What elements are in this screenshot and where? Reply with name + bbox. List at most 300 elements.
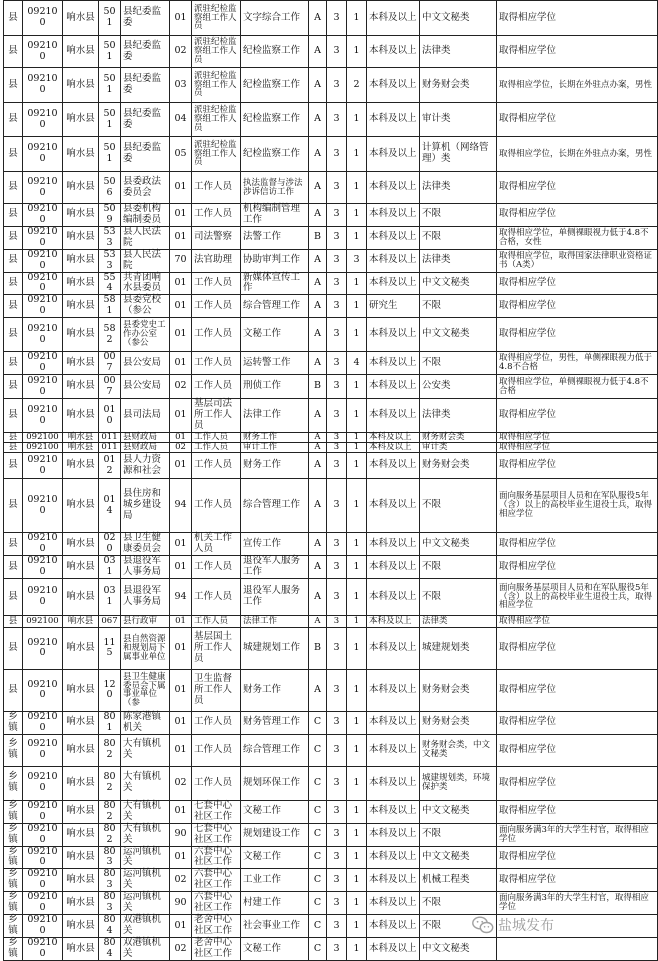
cell-unit: 县卫生健康委员会 xyxy=(121,533,170,556)
table-row xyxy=(4,318,658,352)
cell-code: 092100 xyxy=(23,103,63,137)
cell-major: 财务财会类，中文文秘类 xyxy=(420,734,497,766)
table-row xyxy=(4,226,658,249)
cell-duty: 综合管理工作 xyxy=(241,734,309,766)
cell-education: 本科及以上 xyxy=(367,615,420,627)
cell-code: 092100 xyxy=(23,249,63,272)
cell-duty: 纪检监察工作 xyxy=(241,137,309,172)
cell-unit-code: 007 xyxy=(99,375,121,399)
table-row xyxy=(4,68,658,103)
cell-other: 面向服务基层项目人员和在军队服役5年（含）以上的高校毕业生退役士兵，取得相应学位 xyxy=(497,479,658,533)
cell-unit: 县司法局 xyxy=(121,399,170,433)
cell-ratio: 3 xyxy=(327,627,347,669)
cell-major: 财务财会类 xyxy=(420,453,497,479)
cell-major: 审计类 xyxy=(420,443,497,453)
table-row xyxy=(4,204,658,227)
cell-category: A xyxy=(309,137,327,172)
cell-count: 1 xyxy=(347,36,367,68)
cell-level: 乡镇 xyxy=(4,734,23,766)
cell-pos-name: 基层司法所工作人员 xyxy=(192,399,241,433)
cell-level: 乡镇 xyxy=(4,800,23,823)
cell-level: 县 xyxy=(4,103,23,137)
cell-other: 取得相应学位 xyxy=(497,318,658,352)
cell-duty: 财务工作 xyxy=(241,453,309,479)
table-row xyxy=(4,615,658,627)
cell-duty: 审计工作 xyxy=(241,443,309,453)
cell-unit-code: 010 xyxy=(99,399,121,433)
cell-unit-code: 803 xyxy=(99,846,121,869)
cell-level: 县 xyxy=(4,615,23,627)
cell-ratio: 3 xyxy=(327,443,347,453)
cell-major: 不限 xyxy=(420,204,497,227)
cell-education: 本科及以上 xyxy=(367,846,420,869)
cell-category: A xyxy=(309,1,327,36)
table-row xyxy=(4,734,658,766)
cell-education: 本科及以上 xyxy=(367,453,420,479)
cell-education: 本科及以上 xyxy=(367,800,420,823)
cell-count: 1 xyxy=(347,272,367,295)
cell-pos-code: 70 xyxy=(170,249,192,272)
cell-unit: 县人民法院 xyxy=(121,249,170,272)
cell-level: 县 xyxy=(4,272,23,295)
cell-pos-name: 工作人员 xyxy=(192,734,241,766)
cell-code: 092100 xyxy=(23,295,63,318)
cell-count: 1 xyxy=(347,226,367,249)
cell-pos-name: 工作人员 xyxy=(192,272,241,295)
cell-category: A xyxy=(309,352,327,375)
cell-pos-name: 六套中心社区工作 xyxy=(192,869,241,892)
cell-major: 计算机（网络管理）类 xyxy=(420,137,497,172)
cell-education: 本科及以上 xyxy=(367,68,420,103)
cell-unit-code: 020 xyxy=(99,533,121,556)
cell-major: 不限 xyxy=(420,823,497,846)
cell-unit-code: 007 xyxy=(99,352,121,375)
cell-count: 1 xyxy=(347,433,367,443)
cell-county: 响水县 xyxy=(63,295,99,318)
cell-pos-name: 工作人员 xyxy=(192,443,241,453)
cell-education: 本科及以上 xyxy=(367,823,420,846)
cell-unit: 县委党校（参公 xyxy=(121,295,170,318)
cell-ratio: 3 xyxy=(327,578,347,615)
cell-unit: 陈家港镇机关 xyxy=(121,711,170,734)
cell-unit-code: 031 xyxy=(99,578,121,615)
cell-duty: 运转警工作 xyxy=(241,352,309,375)
cell-county: 响水县 xyxy=(63,172,99,204)
cell-level: 县 xyxy=(4,669,23,711)
cell-unit-code: 533 xyxy=(99,249,121,272)
cell-unit: 县委机构编制委员 xyxy=(121,204,170,227)
cell-major: 法律类 xyxy=(420,249,497,272)
cell-unit-code: 802 xyxy=(99,800,121,823)
cell-code: 092100 xyxy=(23,766,63,800)
cell-level: 乡镇 xyxy=(4,892,23,915)
table-row xyxy=(4,453,658,479)
cell-education: 本科及以上 xyxy=(367,352,420,375)
cell-pos-name: 工作人员 xyxy=(192,172,241,204)
cell-level: 县 xyxy=(4,1,23,36)
cell-category: C xyxy=(309,938,327,961)
cell-category: B xyxy=(309,375,327,399)
cell-major: 法律类 xyxy=(420,36,497,68)
cell-other: 取得相应学位，长期在外驻点办案，男性 xyxy=(497,68,658,103)
cell-level: 县 xyxy=(4,352,23,375)
cell-county: 响水县 xyxy=(63,578,99,615)
cell-unit-code: 533 xyxy=(99,226,121,249)
cell-pos-code: 94 xyxy=(170,578,192,615)
cell-pos-code: 01 xyxy=(170,272,192,295)
cell-duty: 综合管理工作 xyxy=(241,479,309,533)
cell-county: 响水县 xyxy=(63,272,99,295)
cell-duty: 财务工作 xyxy=(241,433,309,443)
cell-category: A xyxy=(309,453,327,479)
cell-county: 响水县 xyxy=(63,103,99,137)
cell-duty: 文秘工作 xyxy=(241,846,309,869)
cell-major: 法律类 xyxy=(420,615,497,627)
cell-category: C xyxy=(309,823,327,846)
cell-duty: 文秘工作 xyxy=(241,938,309,961)
cell-code: 092100 xyxy=(23,479,63,533)
watermark xyxy=(472,915,554,935)
cell-pos-code: 94 xyxy=(170,479,192,533)
cell-count: 1 xyxy=(347,204,367,227)
cell-code: 092100 xyxy=(23,627,63,669)
cell-county: 响水县 xyxy=(63,36,99,68)
cell-ratio: 3 xyxy=(327,399,347,433)
watermark-text: 盐城发布 xyxy=(498,918,554,934)
cell-ratio: 3 xyxy=(327,766,347,800)
cell-ratio: 3 xyxy=(327,36,347,68)
cell-major: 中文文秘类 xyxy=(420,846,497,869)
cell-unit: 县卫生健康委员会下属事业单位（参 xyxy=(121,669,170,711)
cell-duty: 财务工作 xyxy=(241,669,309,711)
cell-pos-code: 01 xyxy=(170,399,192,433)
table-row xyxy=(4,172,658,204)
cell-pos-name: 派驻纪检监察组工作人员 xyxy=(192,137,241,172)
cell-education: 本科及以上 xyxy=(367,249,420,272)
cell-count: 1 xyxy=(347,846,367,869)
cell-pos-code: 01 xyxy=(170,204,192,227)
cell-duty: 工业工作 xyxy=(241,869,309,892)
cell-pos-name: 司法警察 xyxy=(192,226,241,249)
cell-other: 取得相应学位 xyxy=(497,36,658,68)
table-row xyxy=(4,892,658,915)
cell-other: 取得相应学位 xyxy=(497,627,658,669)
cell-education: 研究生 xyxy=(367,295,420,318)
table-row xyxy=(4,556,658,579)
cell-unit-code: 804 xyxy=(99,938,121,961)
cell-count: 1 xyxy=(347,615,367,627)
cell-unit: 运河镇机关 xyxy=(121,892,170,915)
cell-count: 1 xyxy=(347,443,367,453)
cell-category: C xyxy=(309,915,327,938)
cell-category: A xyxy=(309,249,327,272)
cell-county: 响水县 xyxy=(63,352,99,375)
cell-category: A xyxy=(309,172,327,204)
cell-level: 县 xyxy=(4,453,23,479)
cell-pos-code: 01 xyxy=(170,453,192,479)
cell-major: 中文文秘类 xyxy=(420,800,497,823)
cell-other: 面向服务满3年的大学生村官，取得相应学位 xyxy=(497,892,658,915)
cell-education: 本科及以上 xyxy=(367,204,420,227)
cell-unit-code: 501 xyxy=(99,68,121,103)
cell-duty: 法警工作 xyxy=(241,226,309,249)
cell-other: 面向服务基层项目人员和在军队服役5年（含）以上的高校毕业生退役士兵，取得相应学位 xyxy=(497,578,658,615)
cell-count: 3 xyxy=(347,249,367,272)
cell-unit: 大有镇机关 xyxy=(121,823,170,846)
cell-duty: 村建工作 xyxy=(241,892,309,915)
cell-unit: 县纪委监委 xyxy=(121,137,170,172)
cell-ratio: 3 xyxy=(327,915,347,938)
cell-pos-code: 90 xyxy=(170,823,192,846)
cell-code: 092100 xyxy=(23,734,63,766)
cell-category: A xyxy=(309,399,327,433)
table-row xyxy=(4,137,658,172)
cell-county: 响水县 xyxy=(63,823,99,846)
cell-code: 092100 xyxy=(23,915,63,938)
cell-level: 乡镇 xyxy=(4,823,23,846)
cell-unit-code: 031 xyxy=(99,556,121,579)
cell-ratio: 3 xyxy=(327,479,347,533)
cell-county: 响水县 xyxy=(63,318,99,352)
cell-pos-code: 01 xyxy=(170,433,192,443)
cell-education: 本科及以上 xyxy=(367,915,420,938)
cell-major: 不限 xyxy=(420,295,497,318)
cell-pos-name: 卫生监督所工作人员 xyxy=(192,669,241,711)
cell-unit-code: 115 xyxy=(99,627,121,669)
cell-duty: 宣传工作 xyxy=(241,533,309,556)
cell-other: 取得相应学位 xyxy=(497,869,658,892)
cell-unit-code: 802 xyxy=(99,734,121,766)
cell-other: 取得相应学位 xyxy=(497,615,658,627)
cell-ratio: 3 xyxy=(327,669,347,711)
cell-education: 本科及以上 xyxy=(367,443,420,453)
cell-duty: 规划环保工作 xyxy=(241,766,309,800)
cell-unit: 县人民法院 xyxy=(121,226,170,249)
cell-level: 县 xyxy=(4,578,23,615)
cell-pos-name: 工作人员 xyxy=(192,578,241,615)
cell-unit: 县纪委监委 xyxy=(121,36,170,68)
table-row xyxy=(4,443,658,453)
cell-count: 1 xyxy=(347,556,367,579)
table-row xyxy=(4,627,658,669)
cell-level: 乡镇 xyxy=(4,869,23,892)
cell-unit: 县退役军人事务局 xyxy=(121,578,170,615)
cell-county: 响水县 xyxy=(63,627,99,669)
cell-level: 县 xyxy=(4,68,23,103)
cell-unit: 共青团响水县委员 xyxy=(121,272,170,295)
cell-code: 092100 xyxy=(23,36,63,68)
cell-unit: 双港镇机关 xyxy=(121,915,170,938)
cell-code: 092100 xyxy=(23,578,63,615)
cell-county: 响水县 xyxy=(63,137,99,172)
wechat-logo-icon xyxy=(472,916,494,934)
cell-pos-name: 基层国土所工作人员 xyxy=(192,627,241,669)
cell-duty: 文字综合工作 xyxy=(241,1,309,36)
cell-count: 1 xyxy=(347,627,367,669)
cell-other: 取得相应学位，取得国家法律职业资格证书（A类） xyxy=(497,249,658,272)
cell-category: A xyxy=(309,669,327,711)
cell-level: 县 xyxy=(4,137,23,172)
cell-other: 取得相应学位 xyxy=(497,433,658,443)
cell-other: 取得相应学位，长期在外驻点办案，男性 xyxy=(497,137,658,172)
cell-code: 092100 xyxy=(23,533,63,556)
cell-unit-code: 014 xyxy=(99,479,121,533)
cell-count: 1 xyxy=(347,1,367,36)
cell-county: 响水县 xyxy=(63,734,99,766)
cell-other: 取得相应学位 xyxy=(497,669,658,711)
cell-level: 县 xyxy=(4,556,23,579)
cell-count: 1 xyxy=(347,915,367,938)
cell-code: 092100 xyxy=(23,892,63,915)
cell-duty: 财务管理工作 xyxy=(241,711,309,734)
cell-category: C xyxy=(309,711,327,734)
cell-unit: 县行政审 xyxy=(121,615,170,627)
table-row xyxy=(4,479,658,533)
table-row xyxy=(4,533,658,556)
cell-ratio: 3 xyxy=(327,375,347,399)
cell-unit-code: 581 xyxy=(99,295,121,318)
cell-pos-name: 七套中心社区工作 xyxy=(192,800,241,823)
cell-level: 县 xyxy=(4,172,23,204)
cell-other: 取得相应学位 xyxy=(497,800,658,823)
cell-category: A xyxy=(309,295,327,318)
cell-other: 取得相应学位 xyxy=(497,1,658,36)
cell-duty: 法律工作 xyxy=(241,615,309,627)
cell-major: 公安类 xyxy=(420,375,497,399)
cell-pos-name: 派驻纪检监察组工作人员 xyxy=(192,103,241,137)
cell-duty: 文秘工作 xyxy=(241,800,309,823)
cell-category: A xyxy=(309,318,327,352)
cell-code: 092100 xyxy=(23,318,63,352)
cell-level: 乡镇 xyxy=(4,846,23,869)
cell-ratio: 3 xyxy=(327,272,347,295)
cell-county: 响水县 xyxy=(63,433,99,443)
cell-major: 财务财会类 xyxy=(420,433,497,443)
cell-count: 1 xyxy=(347,869,367,892)
cell-count: 1 xyxy=(347,938,367,961)
cell-major: 不限 xyxy=(420,578,497,615)
table-row xyxy=(4,800,658,823)
cell-count: 1 xyxy=(347,766,367,800)
cell-education: 本科及以上 xyxy=(367,172,420,204)
cell-county: 响水县 xyxy=(63,1,99,36)
cell-pos-name: 派驻纪检监察组工作人员 xyxy=(192,1,241,36)
cell-category: A xyxy=(309,615,327,627)
cell-count: 1 xyxy=(347,823,367,846)
cell-other: 取得相应学位 xyxy=(497,453,658,479)
cell-level: 县 xyxy=(4,249,23,272)
cell-level: 县 xyxy=(4,318,23,352)
cell-level: 县 xyxy=(4,533,23,556)
cell-code: 092100 xyxy=(23,846,63,869)
cell-unit: 大有镇机关 xyxy=(121,800,170,823)
cell-pos-name: 法官助理 xyxy=(192,249,241,272)
cell-pos-code: 01 xyxy=(170,172,192,204)
cell-level: 县 xyxy=(4,399,23,433)
cell-pos-name: 工作人员 xyxy=(192,318,241,352)
cell-county: 响水县 xyxy=(63,443,99,453)
recruitment-table xyxy=(3,0,658,961)
cell-education: 本科及以上 xyxy=(367,479,420,533)
cell-county: 响水县 xyxy=(63,800,99,823)
cell-county: 响水县 xyxy=(63,453,99,479)
cell-pos-code: 05 xyxy=(170,137,192,172)
cell-code: 092100 xyxy=(23,137,63,172)
cell-education: 本科及以上 xyxy=(367,399,420,433)
cell-education: 本科及以上 xyxy=(367,226,420,249)
cell-count: 1 xyxy=(347,892,367,915)
cell-ratio: 3 xyxy=(327,137,347,172)
cell-category: C xyxy=(309,892,327,915)
cell-unit: 运河镇机关 xyxy=(121,846,170,869)
cell-unit: 县纪委监委 xyxy=(121,68,170,103)
cell-county: 响水县 xyxy=(63,226,99,249)
cell-major: 不限 xyxy=(420,892,497,915)
cell-pos-code: 01 xyxy=(170,615,192,627)
cell-ratio: 3 xyxy=(327,318,347,352)
cell-ratio: 3 xyxy=(327,172,347,204)
cell-duty: 协助审判工作 xyxy=(241,249,309,272)
cell-county: 响水县 xyxy=(63,915,99,938)
cell-duty: 机构编制管理工作 xyxy=(241,204,309,227)
cell-major: 城建规划类，环境保护类 xyxy=(420,766,497,800)
cell-other: 取得相应学位 xyxy=(497,295,658,318)
cell-county: 响水县 xyxy=(63,615,99,627)
cell-code: 092100 xyxy=(23,352,63,375)
cell-unit: 双港镇机关 xyxy=(121,938,170,961)
cell-code: 092100 xyxy=(23,375,63,399)
cell-other: 取得相应学位，单侧裸眼视力低于4.8不合格，女性 xyxy=(497,226,658,249)
cell-unit: 县财政局 xyxy=(121,443,170,453)
table-row xyxy=(4,36,658,68)
cell-unit-code: 509 xyxy=(99,204,121,227)
cell-pos-name: 工作人员 xyxy=(192,766,241,800)
cell-unit-code: 067 xyxy=(99,615,121,627)
cell-county: 响水县 xyxy=(63,766,99,800)
cell-major: 法律类 xyxy=(420,399,497,433)
table-row xyxy=(4,433,658,443)
cell-category: C xyxy=(309,766,327,800)
table-row xyxy=(4,375,658,399)
cell-education: 本科及以上 xyxy=(367,766,420,800)
cell-ratio: 3 xyxy=(327,103,347,137)
cell-code: 092100 xyxy=(23,433,63,443)
cell-category: A xyxy=(309,556,327,579)
cell-major: 不限 xyxy=(420,915,497,938)
cell-major: 不限 xyxy=(420,352,497,375)
cell-county: 响水县 xyxy=(63,892,99,915)
cell-unit: 县委党史工作办公室（参公 xyxy=(121,318,170,352)
cell-duty: 退役军人服务工作 xyxy=(241,578,309,615)
cell-pos-name: 工作人员 xyxy=(192,433,241,443)
cell-level: 县 xyxy=(4,433,23,443)
cell-code: 092100 xyxy=(23,800,63,823)
cell-count: 1 xyxy=(347,734,367,766)
cell-ratio: 3 xyxy=(327,533,347,556)
cell-other: 取得相应学位，男性，单侧裸眼视力低于4.8不合格 xyxy=(497,352,658,375)
cell-code: 092100 xyxy=(23,399,63,433)
cell-other: 取得相应学位 xyxy=(497,846,658,869)
cell-level: 乡镇 xyxy=(4,938,23,961)
cell-major: 中文文秘类 xyxy=(420,938,497,961)
cell-major: 机械工程类 xyxy=(420,869,497,892)
cell-category: A xyxy=(309,433,327,443)
cell-level: 县 xyxy=(4,295,23,318)
cell-unit: 大有镇机关 xyxy=(121,766,170,800)
cell-duty: 纪检监察工作 xyxy=(241,103,309,137)
cell-education: 本科及以上 xyxy=(367,627,420,669)
cell-ratio: 3 xyxy=(327,734,347,766)
